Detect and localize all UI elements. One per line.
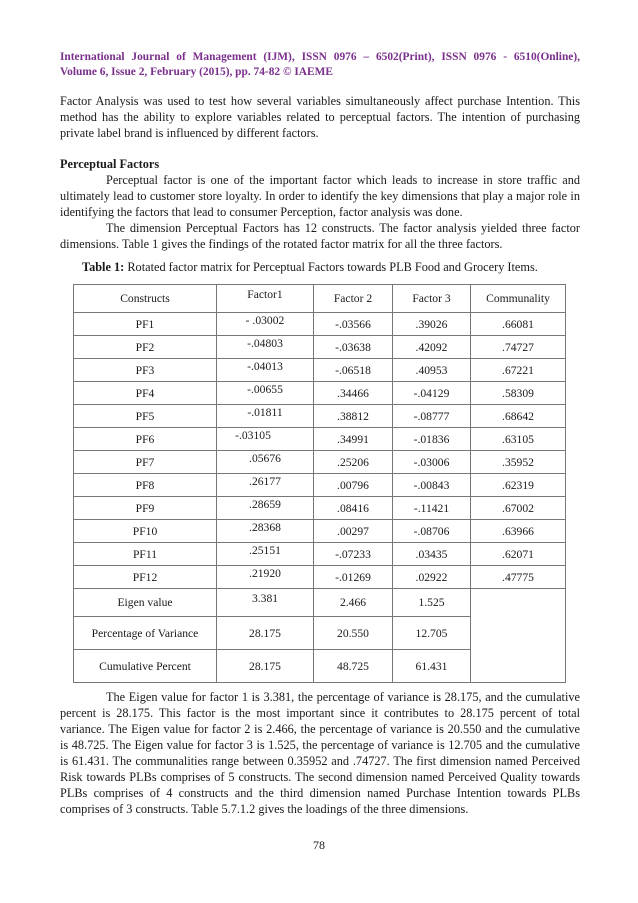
summary-factor3-cell: 1.525 [393,589,471,617]
factor2-cell: .00297 [314,520,393,543]
factor1-cell: .26177 [217,474,314,497]
factor2-cell: .25206 [314,451,393,474]
section-paragraph-1: Perceptual factor is one of the important factor which leads to increase in store traffic and ultimately lead to customer store loyalty. In order to identify the key dimensions that play a major role in identifying the factors that lead to consumer Perception, factor analysis was done. [60,173,580,219]
summary-factor2-cell: 48.725 [314,650,393,683]
construct-cell: PF8 [74,474,217,497]
table-row [74,428,566,451]
factor1-cell: - .03002 [217,313,314,336]
communality-cell: .47775 [471,566,566,589]
communality-cell: .68642 [471,405,566,428]
communality-cell: .35952 [471,451,566,474]
communality-cell: .63105 [471,428,566,451]
section-paragraph-2: The dimension Perceptual Factors has 12 constructs. The factor analysis yielded three factor dimensions. Table 1 gives the findings of the rotated factor matrix for all the three factors. [60,221,580,251]
summary-label-cell: Eigen value [74,589,217,617]
summary-factor1-cell: 3.381 [217,589,314,617]
column-header-factor3: Factor 3 [393,285,471,313]
factor3-cell: -.11421 [393,497,471,520]
summary-factor3-cell: 12.705 [393,617,471,650]
factor3-cell: -.08706 [393,520,471,543]
summary-factor3-cell: 61.431 [393,650,471,683]
factor-matrix-table [73,284,566,683]
column-header-communality: Communality [471,285,566,313]
summary-row-eigen-value [74,589,566,617]
construct-cell: PF11 [74,543,217,566]
factor1-cell: -.00655 [217,382,314,405]
table-caption-text: Rotated factor matrix for Perceptual Factors towards PLB Food and Grocery Items. [124,260,538,274]
table-row [74,382,566,405]
construct-cell: PF1 [74,313,217,336]
factor3-cell: -.08777 [393,405,471,428]
communality-cell: .58309 [471,382,566,405]
factor2-cell: .34466 [314,382,393,405]
factor3-cell: -.01836 [393,428,471,451]
table-row [74,451,566,474]
journal-header [60,50,580,80]
table-row [74,566,566,589]
factor3-cell: -.00843 [393,474,471,497]
communality-cell: .67221 [471,359,566,382]
table-row [74,520,566,543]
table-row [74,313,566,336]
column-header-constructs: Constructs [74,285,217,313]
summary-factor2-cell: 2.466 [314,589,393,617]
factor1-cell: .21920 [217,566,314,589]
table-row [74,359,566,382]
section-title: Perceptual Factors [60,157,160,171]
communality-cell: .62319 [471,474,566,497]
table-row [74,474,566,497]
summary-label-cell: Cumulative Percent [74,650,217,683]
factor2-cell: .00796 [314,474,393,497]
factor1-cell: .05676 [217,451,314,474]
factor1-cell: -.04803 [217,336,314,359]
closing-paragraph: The Eigen value for factor 1 is 3.381, the percentage of variance is 28.175, and the cumulative percent is 28.175. This factor is the most important since it contributes to 28.175 percent of total variance. The Eigen value for factor 2 is 2.466, the percentage of variance is 20.550 and the cumulative is 48.725. The Eigen value for factor 3 is 1.525, the percentage of variance is 12.705 and the cumulative is 61.431. The communalities range between 0.35952 and .74727. The first dimension named Perceived Risk towards PLBs comprises of 5 constructs. The second dimension named Perceived Quality towards PLBs comprises of 4 constructs and the third dimension named Purchase Intention towards PLBs comprises of 3 constructs. Table 5.7.1.2 gives the loadings of the three dimensions. [60,690,580,816]
intro-paragraph: Factor Analysis was used to test how several variables simultaneously affect purchase Intention. This method has the ability to explore variables related to perceptual factors. The intention of purchasing private label brand is influenced by different factors. [60,94,580,140]
factor3-cell: .40953 [393,359,471,382]
construct-cell: PF5 [74,405,217,428]
page-number: 78 [313,838,325,852]
construct-cell: PF12 [74,566,217,589]
factor3-cell: .39026 [393,313,471,336]
factor1-cell: -.04013 [217,359,314,382]
summary-label-cell: Percentage of Variance [74,617,217,650]
factor2-cell: -.03638 [314,336,393,359]
communality-cell: .67002 [471,497,566,520]
journal-header-line2: Volume 6, Issue 2, February (2015), pp. 74-82 © IAEME [60,66,333,78]
factor3-cell: -.04129 [393,382,471,405]
communality-cell: .62071 [471,543,566,566]
factor2-cell: -.07233 [314,543,393,566]
communality-cell: .66081 [471,313,566,336]
table-caption [82,259,582,275]
construct-cell: PF3 [74,359,217,382]
table-row [74,405,566,428]
factor3-cell: .03435 [393,543,471,566]
factor3-cell: .02922 [393,566,471,589]
summary-factor1-cell: 28.175 [217,617,314,650]
column-header-factor2: Factor 2 [314,285,393,313]
communality-cell: .63966 [471,520,566,543]
factor2-cell: -.01269 [314,566,393,589]
factor3-cell: -.03006 [393,451,471,474]
construct-cell: PF10 [74,520,217,543]
table-row [74,497,566,520]
factor1-cell: .28368 [217,520,314,543]
construct-cell: PF2 [74,336,217,359]
construct-cell: PF9 [74,497,217,520]
summary-factor1-cell: 28.175 [217,650,314,683]
communality-cell: .74727 [471,336,566,359]
factor3-cell: .42092 [393,336,471,359]
table-header-row [74,285,566,313]
construct-cell: PF4 [74,382,217,405]
construct-cell: PF7 [74,451,217,474]
factor1-cell: .28659 [217,497,314,520]
factor1-cell: -.03105 [217,428,314,451]
factor2-cell: .08416 [314,497,393,520]
factor2-cell: -.06518 [314,359,393,382]
construct-cell: PF6 [74,428,217,451]
factor2-cell: .38812 [314,405,393,428]
table-row [74,336,566,359]
table-row [74,543,566,566]
table-caption-label: Table 1: [82,260,125,274]
journal-header-line1: International Journal of Management (IJM), ISSN 0976 – 6502(Print), ISSN 0976 - 6510(Online), [60,51,580,63]
factor1-cell: .25151 [217,543,314,566]
column-header-factor1: Factor1 [217,285,314,313]
summary-factor2-cell: 20.550 [314,617,393,650]
factor2-cell: .34991 [314,428,393,451]
summary-empty-cell [471,589,566,683]
factor2-cell: -.03566 [314,313,393,336]
factor1-cell: -.01811 [217,405,314,428]
